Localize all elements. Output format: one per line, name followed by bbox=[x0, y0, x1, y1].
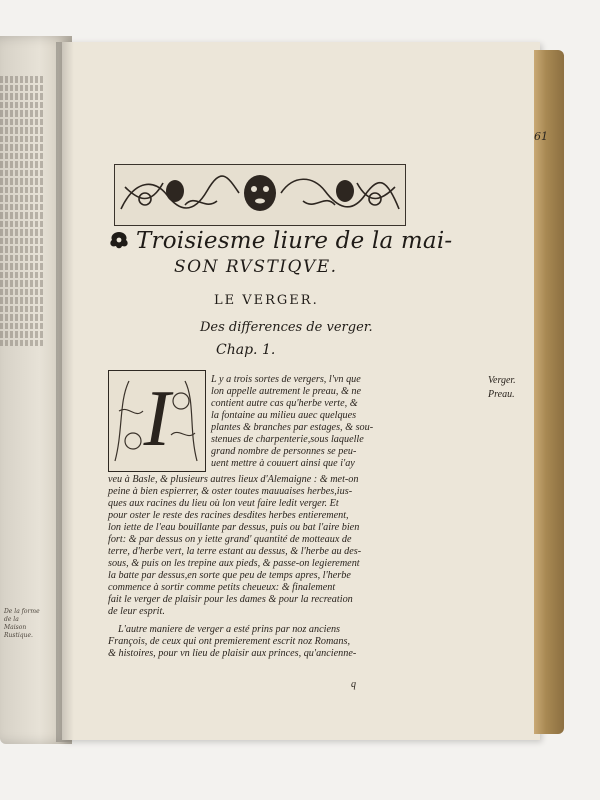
body-line: fort: & par dessus on y iette grand' quantité de motteaux de bbox=[108, 534, 352, 545]
margin-note-verger: Verger. bbox=[488, 375, 516, 386]
body-line: contient autre cas qu'herbe verte, & bbox=[211, 398, 358, 409]
body-line: de leur esprit. bbox=[108, 606, 165, 617]
body-line: la fontaine au milieu auec quelques bbox=[211, 410, 357, 421]
chapter-label: Chap. 1. bbox=[216, 342, 276, 358]
margin-note-preau: Preau. bbox=[488, 389, 515, 400]
page-edges bbox=[534, 50, 564, 734]
margin-notes bbox=[488, 374, 532, 402]
body-line: veu à Basle, & plusieurs autres lieux d'Alemaigne : & met-on bbox=[108, 474, 359, 485]
decorative-headpiece bbox=[114, 164, 406, 226]
body-line: stenues de charpenterie,sous laquelle bbox=[211, 434, 364, 445]
drop-cap-letter: I bbox=[143, 375, 171, 463]
page-number: 61 bbox=[534, 130, 548, 143]
book-heading-main bbox=[108, 228, 453, 254]
body-line: pour oster le reste des racines desdites herbes entierement, bbox=[108, 510, 349, 521]
section-title: LE VERGER. bbox=[214, 293, 319, 308]
body-line: uent mettre à couuert ainsi que i'ay bbox=[211, 458, 355, 469]
body-line: & histoires, pour vn lieu de plaisir aux princes, qu'ancienne- bbox=[108, 648, 357, 659]
body-line: lon iette de l'eau bouillante par dessus, puis ou bat l'aire bien bbox=[108, 522, 360, 533]
signature-mark: q bbox=[351, 679, 356, 690]
fleuron-icon bbox=[108, 230, 130, 250]
body-line: L y a trois sortes de vergers, l'vn que bbox=[211, 374, 361, 385]
body-line: fait le verger de plaisir pour les dames & pour la recreation bbox=[108, 594, 353, 605]
body-line: peine à bien espierrer, & oster toutes mauuaises herbes,ius- bbox=[108, 486, 353, 497]
book-heading-sub: SON RVSTIQVE. bbox=[174, 257, 338, 277]
chapter-subtitle: Des differences de verger. bbox=[200, 320, 373, 335]
left-page-margin-note: De la forme de la Maison Rustique. bbox=[4, 608, 40, 639]
body-line: terre, d'herbe vert, la terre estant au dessus, & l'herbe au des- bbox=[108, 546, 362, 557]
body-line: sous, & puis on les trepine aux pieds, & passe-on legierement bbox=[108, 558, 360, 569]
headpiece-ornament-icon bbox=[115, 165, 405, 225]
body-line: commence à sortir comme petits cheueux: & finalement bbox=[108, 582, 336, 593]
body-line: L'autre maniere de verger a esté prins par noz anciens bbox=[118, 624, 341, 635]
body-line: grand nombre de personnes se peu- bbox=[211, 446, 357, 457]
open-book bbox=[0, 28, 566, 740]
left-page-text-block bbox=[0, 76, 44, 348]
body-line: François, de ceux qui ont premierement escrit noz Romans, bbox=[108, 636, 350, 647]
book-gutter bbox=[56, 42, 74, 742]
body-line: lon appelle autrement le preau, & ne bbox=[211, 386, 362, 397]
decorated-initial bbox=[108, 370, 206, 472]
body-line: la batte par dessus,en sorte que peu de temps apres, l'herbe bbox=[108, 570, 351, 581]
heading-main-text: Troisiesme liure de la mai- bbox=[136, 228, 453, 254]
body-line: plantes & branches par estages, & sou- bbox=[211, 422, 374, 433]
body-line: ques aux racines du lieu où lon veut faire ledit verger. Et bbox=[108, 498, 339, 509]
